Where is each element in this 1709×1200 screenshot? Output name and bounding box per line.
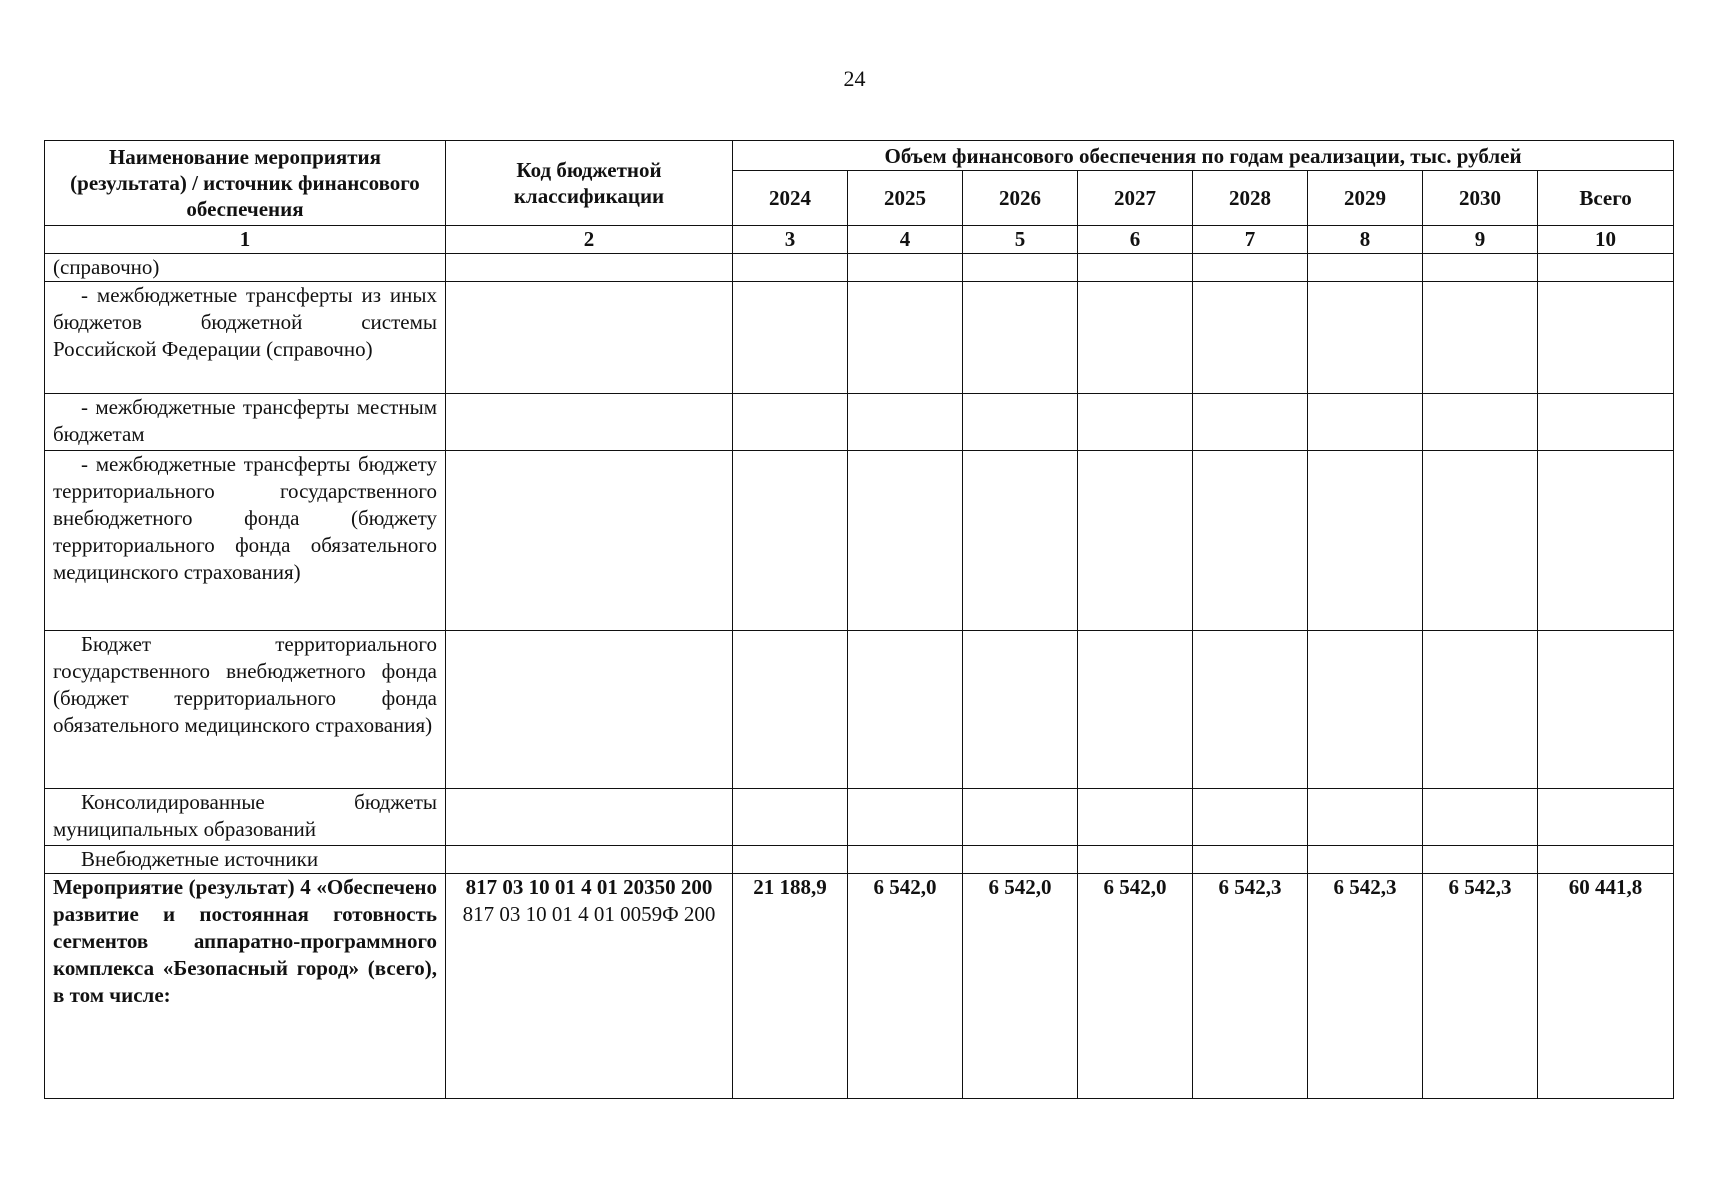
row-name: Мероприятие (результат) 4 «Обеспечено развитие и постоянная готовность сегментов аппаратно-программного комплекса «Безопасный город» (всего), в том числе:	[45, 874, 446, 1099]
column-number: 4	[848, 226, 963, 254]
column-number: 2	[446, 226, 733, 254]
total-cell: 60 441,8	[1538, 874, 1674, 1099]
column-number: 7	[1193, 226, 1308, 254]
table-row	[45, 789, 1674, 846]
value-cell: 6 542,3	[1193, 874, 1308, 1099]
table-row	[45, 254, 1674, 282]
row-name: (справочно)	[45, 254, 446, 282]
header-year: 2028	[1193, 171, 1308, 226]
header-year: 2027	[1078, 171, 1193, 226]
header-year: 2030	[1423, 171, 1538, 226]
row-name: - межбюджетные трансферты бюджету территориального государственного внебюджетного фонда (бюджету территориального фонда обязательного медицинского страхования)	[45, 451, 446, 631]
value-cell: 6 542,3	[1308, 874, 1423, 1099]
page-number: 24	[843, 66, 866, 91]
header-name: Наименование мероприятия (результата) / источник финансового обеспечения	[45, 141, 446, 226]
header-code: Код бюджетной классификации	[446, 141, 733, 226]
value-cell: 6 542,3	[1423, 874, 1538, 1099]
value-cell: 6 542,0	[963, 874, 1078, 1099]
header-year: 2026	[963, 171, 1078, 226]
value-cell: 6 542,0	[1078, 874, 1193, 1099]
table-row	[45, 451, 1674, 631]
column-number: 5	[963, 226, 1078, 254]
value-cell: 6 542,0	[848, 874, 963, 1099]
row-name: Бюджет территориального государственного внебюджетного фонда (бюджет территориального фонда обязательного медицинского страхования)	[45, 631, 446, 789]
table-row	[45, 394, 1674, 451]
table-row	[45, 282, 1674, 394]
column-number: 6	[1078, 226, 1193, 254]
financing-table	[44, 140, 1674, 1099]
budget-code: 817 03 10 01 4 01 20350 200	[465, 875, 713, 899]
table-row-main-event	[45, 874, 1674, 1099]
header-total: Всего	[1538, 171, 1674, 226]
row-name: - межбюджетные трансферты местным бюджетам	[45, 394, 446, 451]
header-year: 2029	[1308, 171, 1423, 226]
row-name: Консолидированные бюджеты муниципальных образований	[45, 789, 446, 846]
column-number: 9	[1423, 226, 1538, 254]
column-number: 10	[1538, 226, 1674, 254]
column-number: 3	[733, 226, 848, 254]
table-row	[45, 631, 1674, 789]
header-year: 2025	[848, 171, 963, 226]
budget-code: 817 03 10 01 4 01 0059Ф 200	[462, 902, 716, 926]
column-number: 8	[1308, 226, 1423, 254]
header-volume: Объем финансового обеспечения по годам реализации, тыс. рублей	[733, 141, 1674, 171]
column-number: 1	[45, 226, 446, 254]
budget-code-cell	[446, 874, 733, 1099]
row-name: Внебюджетные источники	[45, 846, 446, 874]
table-row	[45, 846, 1674, 874]
row-name: - межбюджетные трансферты из иных бюджетов бюджетной системы Российской Федерации (справочно)	[45, 282, 446, 394]
header-year: 2024	[733, 171, 848, 226]
column-number-row	[45, 226, 1674, 254]
value-cell: 21 188,9	[733, 874, 848, 1099]
